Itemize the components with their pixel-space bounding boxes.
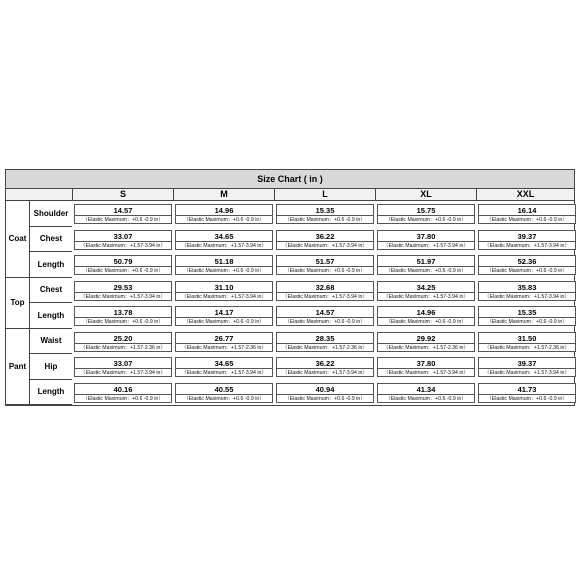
size-header-l: L (274, 189, 375, 200)
size-value-cell (478, 332, 576, 352)
elastic-note: （Elastic Maximum：+1.57-3.94 in） (176, 292, 272, 301)
elastic-note: （Elastic Maximum：+0.6 -0.9 in） (176, 215, 272, 224)
measure-value: 35.83 (517, 282, 537, 292)
size-value-cell (74, 255, 172, 275)
measure-value: 14.57 (113, 206, 133, 215)
measure-value: 31.50 (517, 333, 537, 343)
size-chart-table (5, 169, 575, 406)
elastic-note: （Elastic Maximum：+0.6 -0.9 in） (277, 266, 373, 275)
measure-value: 34.25 (416, 282, 436, 292)
size-value-cell (276, 306, 374, 326)
measure-value: 33.07 (113, 359, 133, 368)
elastic-note: （Elastic Maximum：+1.57-3.94 in） (75, 241, 171, 250)
measure-value: 25.20 (113, 333, 133, 343)
measure-value: 29.53 (113, 282, 133, 292)
measure-value: 34.65 (214, 231, 234, 241)
elastic-note: （Elastic Maximum：+1.57-2.36 in） (277, 343, 373, 352)
size-value-cell (276, 383, 374, 403)
elastic-note: （Elastic Maximum：+0.6 -0.9 in） (176, 394, 272, 403)
elastic-note: （Elastic Maximum：+1.57-2.36 in） (75, 343, 171, 352)
elastic-note: （Elastic Maximum：+1.57-3.94 in） (479, 241, 575, 250)
size-value-cell (377, 332, 475, 352)
size-value-cell (276, 357, 374, 377)
size-header-xl: XL (375, 189, 476, 200)
elastic-note: （Elastic Maximum：+1.57-2.36 in） (479, 343, 575, 352)
measure-value: 26.77 (214, 333, 234, 343)
size-value-cell (478, 255, 576, 275)
measure-label-waist: Waist (30, 329, 72, 355)
elastic-note: （Elastic Maximum：+0.6 -0.9 in） (378, 317, 474, 326)
measure-value: 15.35 (517, 308, 537, 317)
size-value-cell (377, 306, 475, 326)
group-label-coat: Coat (6, 201, 30, 278)
size-value-cell (74, 230, 172, 250)
size-value-cell (175, 332, 273, 352)
measure-value: 15.35 (315, 206, 335, 215)
size-value-cell (74, 306, 172, 326)
measure-value: 40.55 (214, 384, 234, 394)
measure-value: 40.16 (113, 384, 133, 394)
measure-value: 36.22 (315, 359, 335, 368)
elastic-note: （Elastic Maximum：+0.6 -0.9 in） (479, 317, 575, 326)
size-value-cell (377, 357, 475, 377)
elastic-note: （Elastic Maximum：+1.57-3.94 in） (176, 241, 272, 250)
measure-value: 28.35 (315, 333, 335, 343)
elastic-note: （Elastic Maximum：+1.57-3.94 in） (378, 292, 474, 301)
size-value-cell (74, 204, 172, 224)
measure-value: 33.07 (113, 231, 133, 241)
elastic-note: （Elastic Maximum：+0.6 -0.9 in） (378, 394, 474, 403)
size-value-cell (175, 383, 273, 403)
measure-value: 40.94 (315, 384, 335, 394)
size-value-cell (478, 230, 576, 250)
size-value-cell (276, 204, 374, 224)
chart-title: Size Chart ( in ) (6, 170, 574, 189)
measure-value: 51.97 (416, 257, 436, 266)
elastic-note: （Elastic Maximum：+1.57-3.94 in） (277, 292, 373, 301)
size-value-cell (74, 357, 172, 377)
measure-label-length: Length (30, 303, 72, 329)
elastic-note: （Elastic Maximum：+1.57-3.94 in） (479, 292, 575, 301)
elastic-note: （Elastic Maximum：+1.57-3.94 in） (479, 368, 575, 377)
elastic-note: （Elastic Maximum：+1.57-2.36 in） (176, 343, 272, 352)
measure-value: 37.80 (416, 359, 436, 368)
size-value-cell (276, 230, 374, 250)
group-label-pant: Pant (6, 329, 30, 406)
measure-value: 36.22 (315, 231, 335, 241)
size-value-cell (74, 332, 172, 352)
measure-value: 51.18 (214, 257, 234, 266)
size-value-cell (377, 383, 475, 403)
elastic-note: （Elastic Maximum：+0.6 -0.9 in） (378, 266, 474, 275)
elastic-note: （Elastic Maximum：+0.6 -0.9 in） (277, 317, 373, 326)
elastic-note: （Elastic Maximum：+0.6 -0.9 in） (277, 394, 373, 403)
size-value-cell (478, 281, 576, 301)
measure-value: 37.80 (416, 231, 436, 241)
size-header-s: S (72, 189, 173, 200)
elastic-note: （Elastic Maximum：+0.6 -0.9 in） (479, 394, 575, 403)
measure-value: 41.34 (416, 384, 436, 394)
size-value-cell (74, 383, 172, 403)
size-value-cell (377, 204, 475, 224)
elastic-note: （Elastic Maximum：+0.6 -0.9 in） (75, 266, 171, 275)
size-value-cell (377, 281, 475, 301)
measure-value: 51.57 (315, 257, 335, 266)
measure-label-shoulder: Shoulder (30, 201, 72, 227)
measure-value: 39.37 (517, 231, 537, 241)
elastic-note: （Elastic Maximum：+0.6 -0.9 in） (75, 394, 171, 403)
measure-label-length: Length (30, 252, 72, 278)
elastic-note: （Elastic Maximum：+0.6 -0.9 in） (75, 215, 171, 224)
size-value-cell (276, 255, 374, 275)
size-header-row (6, 189, 574, 201)
elastic-note: （Elastic Maximum：+0.6 -0.9 in） (176, 266, 272, 275)
size-value-cell (74, 281, 172, 301)
measure-value: 14.96 (416, 308, 436, 317)
measure-value: 14.57 (315, 308, 335, 317)
measure-value: 31.10 (214, 282, 234, 292)
size-value-cell (276, 332, 374, 352)
elastic-note: （Elastic Maximum：+0.6 -0.9 in） (176, 317, 272, 326)
elastic-note: （Elastic Maximum：+0.6 -0.9 in） (479, 215, 575, 224)
group-label-top: Top (6, 278, 30, 329)
size-value-cell (377, 230, 475, 250)
measure-value: 41.73 (517, 384, 537, 394)
measure-value: 32.68 (315, 282, 335, 292)
size-value-cell (175, 281, 273, 301)
size-value-cell (478, 357, 576, 377)
elastic-note: （Elastic Maximum：+1.57-3.94 in） (378, 368, 474, 377)
size-header-xxl: XXL (476, 189, 574, 200)
header-blank-cell (6, 189, 72, 200)
measure-value: 52.36 (517, 257, 537, 266)
measure-label-length: Length (30, 380, 72, 406)
elastic-note: （Elastic Maximum：+1.57-3.94 in） (378, 241, 474, 250)
measure-value: 34.65 (214, 359, 234, 368)
size-header-m: M (173, 189, 274, 200)
size-value-cell (478, 306, 576, 326)
elastic-note: （Elastic Maximum：+0.6 -0.9 in） (378, 215, 474, 224)
size-value-cell (175, 230, 273, 250)
measure-label-chest: Chest (30, 227, 72, 253)
measure-value: 15.75 (416, 206, 436, 215)
elastic-note: （Elastic Maximum：+1.57-3.94 in） (75, 292, 171, 301)
size-value-cell (175, 306, 273, 326)
measure-value: 16.14 (517, 206, 537, 215)
size-value-cell (478, 204, 576, 224)
size-value-cell (478, 383, 576, 403)
measure-value: 29.92 (416, 333, 436, 343)
size-value-cell (276, 281, 374, 301)
elastic-note: （Elastic Maximum：+0.6 -0.9 in） (479, 266, 575, 275)
elastic-note: （Elastic Maximum：+1.57-3.94 in） (176, 368, 272, 377)
elastic-note: （Elastic Maximum：+1.57-3.94 in） (277, 368, 373, 377)
size-value-cell (175, 204, 273, 224)
size-value-cell (175, 357, 273, 377)
size-value-cell (175, 255, 273, 275)
measure-value: 14.96 (214, 206, 234, 215)
elastic-note: （Elastic Maximum：+1.57-2.36 in） (378, 343, 474, 352)
measure-label-hip: Hip (30, 354, 72, 380)
elastic-note: （Elastic Maximum：+1.57-3.94 in） (277, 241, 373, 250)
elastic-note: （Elastic Maximum：+0.6 -0.9 in） (75, 317, 171, 326)
measure-value: 14.17 (214, 308, 234, 317)
measure-label-chest: Chest (30, 278, 72, 304)
size-value-cell (377, 255, 475, 275)
measure-value: 39.37 (517, 359, 537, 368)
measure-value: 13.78 (113, 308, 133, 317)
elastic-note: （Elastic Maximum：+1.57-3.94 in） (75, 368, 171, 377)
measure-value: 50.79 (113, 257, 133, 266)
elastic-note: （Elastic Maximum：+0.6 -0.9 in） (277, 215, 373, 224)
